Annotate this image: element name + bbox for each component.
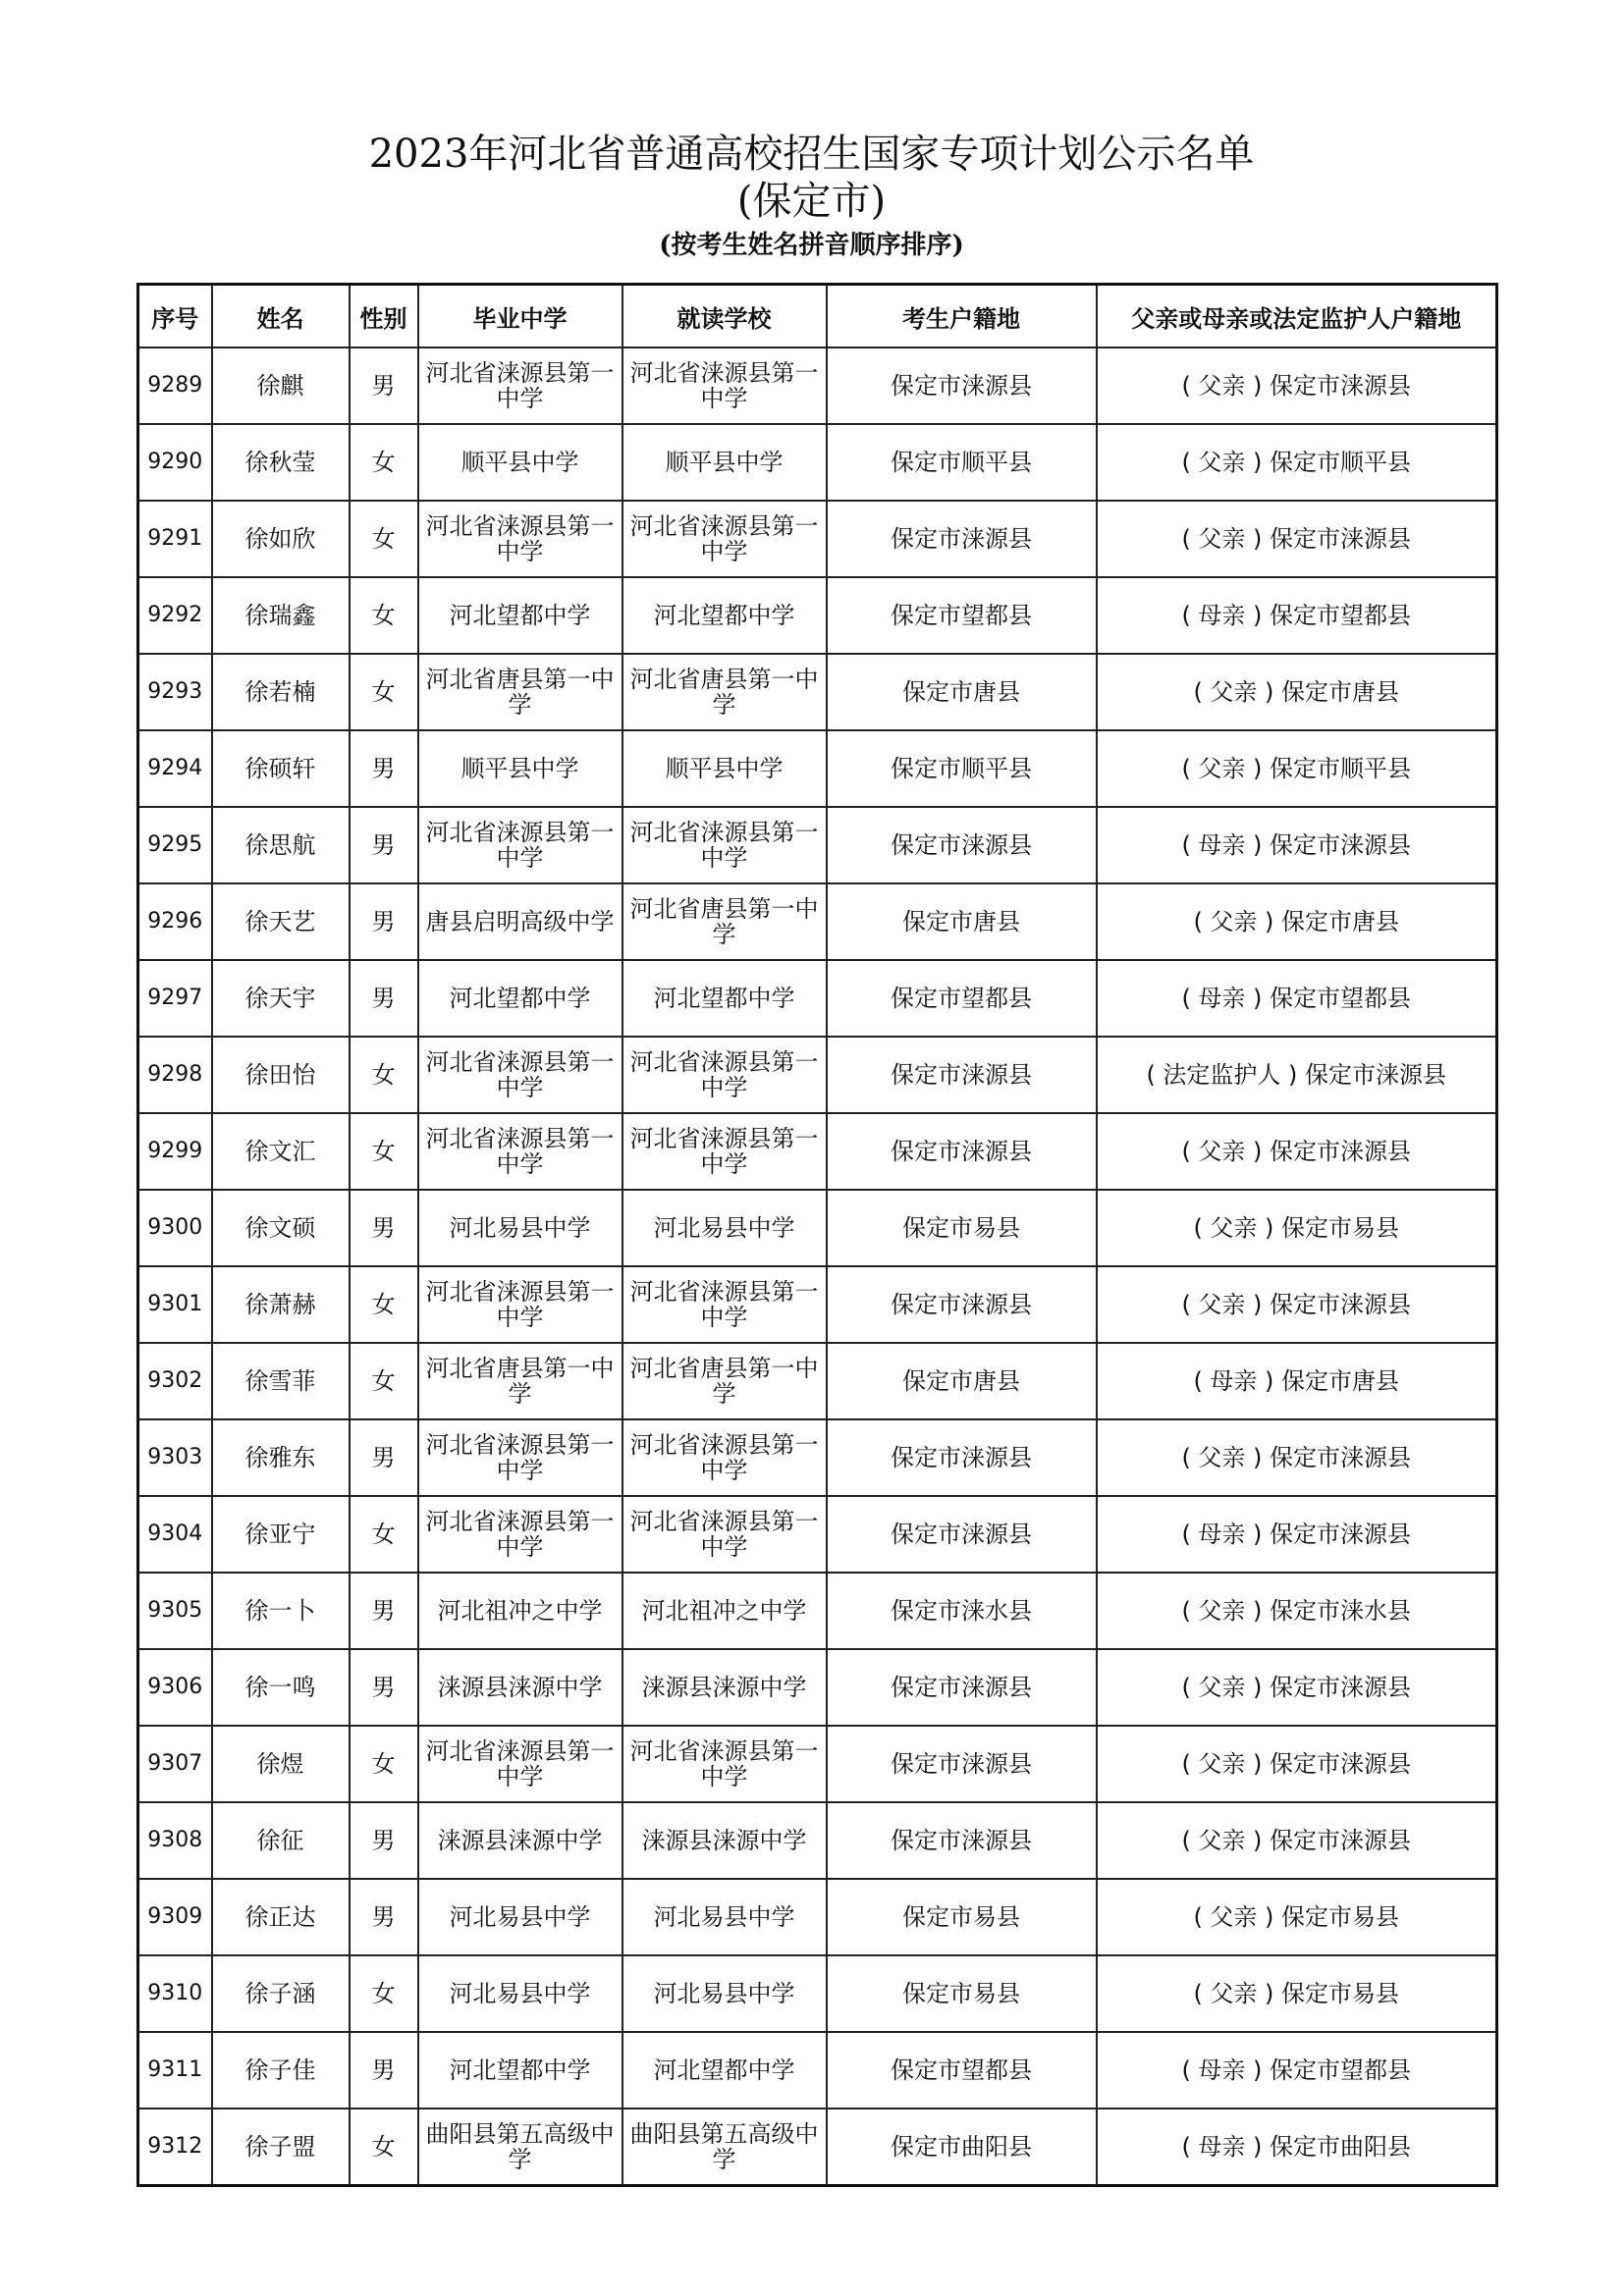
cell-graduation-school: 河北省涞源县第一中学 [418,1419,622,1496]
cell-index: 9293 [138,654,212,730]
cell-gender: 女 [350,424,418,501]
cell-current-school: 河北望都中学 [622,2032,827,2109]
cell-name: 徐如欣 [212,501,350,577]
cell-graduation-school: 涞源县涞源中学 [418,1802,622,1879]
cell-index: 9312 [138,2109,212,2186]
cell-student-hukou: 保定市涞源县 [827,1037,1097,1113]
table-row [138,1573,1497,1649]
cell-index: 9303 [138,1419,212,1496]
table-row [138,1955,1497,2032]
cell-graduation-school: 河北祖冲之中学 [418,1573,622,1649]
cell-index: 9298 [138,1037,212,1113]
cell-gender: 男 [350,807,418,883]
cell-student-hukou: 保定市涞源县 [827,501,1097,577]
cell-name: 徐瑞鑫 [212,577,350,654]
cell-graduation-school: 河北省唐县第一中学 [418,1343,622,1419]
cell-index: 9300 [138,1190,212,1266]
cell-gender: 男 [350,2032,418,2109]
table-row [138,1649,1497,1726]
table-row [138,807,1497,883]
header-gender: 性别 [350,285,418,348]
cell-index: 9307 [138,1726,212,1802]
cell-gender: 女 [350,1266,418,1343]
cell-guardian-hukou: ( 父亲 ) 保定市涞源县 [1097,1419,1497,1496]
cell-graduation-school: 曲阳县第五高级中学 [418,2109,622,2186]
cell-current-school: 河北易县中学 [622,1879,827,1955]
cell-graduation-school: 唐县启明高级中学 [418,883,622,960]
cell-guardian-hukou: ( 母亲 ) 保定市曲阳县 [1097,2109,1497,2186]
cell-name: 徐亚宁 [212,1496,350,1573]
cell-gender: 女 [350,577,418,654]
cell-name: 徐子盟 [212,2109,350,2186]
cell-current-school: 河北省涞源县第一中学 [622,501,827,577]
cell-name: 徐思航 [212,807,350,883]
header-name: 姓名 [212,285,350,348]
cell-graduation-school: 河北易县中学 [418,1190,622,1266]
cell-current-school: 河北望都中学 [622,960,827,1037]
cell-student-hukou: 保定市唐县 [827,883,1097,960]
cell-name: 徐文汇 [212,1113,350,1190]
cell-guardian-hukou: ( 母亲 ) 保定市唐县 [1097,1343,1497,1419]
table-row [138,1802,1497,1879]
cell-guardian-hukou: ( 父亲 ) 保定市涞水县 [1097,1573,1497,1649]
cell-index: 9291 [138,501,212,577]
document-title: 2023年河北省普通高校招生国家专项计划公示名单 [368,132,1255,177]
cell-current-school: 河北省涞源县第一中学 [622,1726,827,1802]
cell-student-hukou: 保定市望都县 [827,960,1097,1037]
cell-graduation-school: 河北省涞源县第一中学 [418,1266,622,1343]
cell-guardian-hukou: ( 父亲 ) 保定市易县 [1097,1955,1497,2032]
cell-graduation-school: 河北省涞源县第一中学 [418,1726,622,1802]
cell-guardian-hukou: ( 父亲 ) 保定市涞源县 [1097,1726,1497,1802]
cell-current-school: 河北省涞源县第一中学 [622,807,827,883]
cell-name: 徐麒 [212,347,350,424]
header-index: 序号 [138,285,212,348]
cell-current-school: 河北省涞源县第一中学 [622,347,827,424]
cell-student-hukou: 保定市易县 [827,1955,1097,2032]
cell-guardian-hukou: ( 母亲 ) 保定市望都县 [1097,2032,1497,2109]
cell-gender: 男 [350,883,418,960]
cell-current-school: 河北省涞源县第一中学 [622,1266,827,1343]
cell-gender: 女 [350,1343,418,1419]
cell-guardian-hukou: ( 父亲 ) 保定市涞源县 [1097,1802,1497,1879]
cell-gender: 男 [350,1802,418,1879]
cell-index: 9302 [138,1343,212,1419]
cell-index: 9309 [138,1879,212,1955]
cell-student-hukou: 保定市涞源县 [827,1419,1097,1496]
table-row [138,1726,1497,1802]
cell-index: 9304 [138,1496,212,1573]
cell-student-hukou: 保定市涞源县 [827,347,1097,424]
cell-student-hukou: 保定市涞源县 [827,1113,1097,1190]
cell-gender: 女 [350,1726,418,1802]
cell-name: 徐天艺 [212,883,350,960]
table-row [138,654,1497,730]
cell-index: 9299 [138,1113,212,1190]
cell-guardian-hukou: ( 父亲 ) 保定市易县 [1097,1879,1497,1955]
table-row [138,883,1497,960]
cell-gender: 女 [350,1113,418,1190]
cell-guardian-hukou: ( 母亲 ) 保定市涞源县 [1097,1496,1497,1573]
table-row [138,1343,1497,1419]
cell-graduation-school: 顺平县中学 [418,730,622,807]
cell-graduation-school: 河北易县中学 [418,1879,622,1955]
table-row [138,730,1497,807]
table-row [138,1419,1497,1496]
roster-table [136,283,1498,2187]
cell-gender: 男 [350,1573,418,1649]
cell-gender: 女 [350,501,418,577]
table-row [138,1037,1497,1113]
cell-current-school: 涞源县涞源中学 [622,1649,827,1726]
cell-gender: 女 [350,1037,418,1113]
cell-gender: 男 [350,1649,418,1726]
cell-name: 徐子佳 [212,2032,350,2109]
table-row [138,1266,1497,1343]
table-row [138,1190,1497,1266]
header-student-hukou: 考生户籍地 [827,285,1097,348]
cell-current-school: 顺平县中学 [622,424,827,501]
cell-name: 徐若楠 [212,654,350,730]
cell-current-school: 河北省唐县第一中学 [622,1343,827,1419]
cell-student-hukou: 保定市涞源县 [827,1726,1097,1802]
cell-guardian-hukou: ( 父亲 ) 保定市涞源县 [1097,347,1497,424]
cell-student-hukou: 保定市望都县 [827,2032,1097,2109]
cell-graduation-school: 河北易县中学 [418,1955,622,2032]
table-row [138,960,1497,1037]
cell-gender: 男 [350,1190,418,1266]
cell-name: 徐一卜 [212,1573,350,1649]
cell-current-school: 河北易县中学 [622,1955,827,2032]
cell-index: 9305 [138,1573,212,1649]
cell-name: 徐征 [212,1802,350,1879]
cell-name: 徐雅东 [212,1419,350,1496]
cell-name: 徐煜 [212,1726,350,1802]
cell-current-school: 河北望都中学 [622,577,827,654]
cell-name: 徐子涵 [212,1955,350,2032]
cell-guardian-hukou: ( 父亲 ) 保定市涞源县 [1097,1649,1497,1726]
cell-graduation-school: 涞源县涞源中学 [418,1649,622,1726]
cell-index: 9295 [138,807,212,883]
cell-name: 徐文硕 [212,1190,350,1266]
cell-current-school: 河北省涞源县第一中学 [622,1113,827,1190]
cell-student-hukou: 保定市顺平县 [827,424,1097,501]
table-row [138,2032,1497,2109]
cell-index: 9311 [138,2032,212,2109]
cell-guardian-hukou: ( 父亲 ) 保定市易县 [1097,1190,1497,1266]
cell-student-hukou: 保定市涞源县 [827,807,1097,883]
cell-current-school: 河北省涞源县第一中学 [622,1419,827,1496]
cell-graduation-school: 河北省涞源县第一中学 [418,501,622,577]
cell-index: 9290 [138,424,212,501]
cell-current-school: 河北祖冲之中学 [622,1573,827,1649]
table-header-row [138,285,1497,348]
cell-gender: 男 [350,1879,418,1955]
cell-index: 9308 [138,1802,212,1879]
cell-index: 9301 [138,1266,212,1343]
cell-gender: 男 [350,1419,418,1496]
cell-index: 9289 [138,347,212,424]
table-row [138,1496,1497,1573]
cell-current-school: 涞源县涞源中学 [622,1802,827,1879]
cell-student-hukou: 保定市涞源县 [827,1649,1097,1726]
cell-current-school: 河北省涞源县第一中学 [622,1037,827,1113]
table-row [138,1113,1497,1190]
cell-current-school: 河北省唐县第一中学 [622,883,827,960]
cell-current-school: 曲阳县第五高级中学 [622,2109,827,2186]
cell-graduation-school: 河北省涞源县第一中学 [418,1113,622,1190]
cell-student-hukou: 保定市易县 [827,1879,1097,1955]
cell-graduation-school: 顺平县中学 [418,424,622,501]
sort-note: (按考生姓名拼音顺序排序) [659,231,964,260]
cell-index: 9296 [138,883,212,960]
table-row [138,424,1497,501]
cell-guardian-hukou: ( 父亲 ) 保定市涞源县 [1097,501,1497,577]
cell-name: 徐雪菲 [212,1343,350,1419]
cell-graduation-school: 河北省涞源县第一中学 [418,347,622,424]
cell-graduation-school: 河北望都中学 [418,577,622,654]
cell-guardian-hukou: ( 父亲 ) 保定市唐县 [1097,654,1497,730]
cell-name: 徐硕轩 [212,730,350,807]
cell-graduation-school: 河北望都中学 [418,960,622,1037]
cell-current-school: 河北易县中学 [622,1190,827,1266]
cell-guardian-hukou: ( 父亲 ) 保定市唐县 [1097,883,1497,960]
cell-gender: 女 [350,654,418,730]
cell-guardian-hukou: ( 父亲 ) 保定市涞源县 [1097,1266,1497,1343]
cell-graduation-school: 河北省涞源县第一中学 [418,807,622,883]
cell-graduation-school: 河北省涞源县第一中学 [418,1496,622,1573]
cell-index: 9306 [138,1649,212,1726]
cell-gender: 女 [350,1496,418,1573]
cell-index: 9297 [138,960,212,1037]
cell-gender: 男 [350,347,418,424]
cell-current-school: 河北省唐县第一中学 [622,654,827,730]
cell-student-hukou: 保定市顺平县 [827,730,1097,807]
cell-name: 徐天宇 [212,960,350,1037]
cell-student-hukou: 保定市涞源县 [827,1266,1097,1343]
cell-student-hukou: 保定市唐县 [827,654,1097,730]
table-row [138,2109,1497,2186]
cell-student-hukou: 保定市望都县 [827,577,1097,654]
cell-name: 徐正达 [212,1879,350,1955]
cell-index: 9294 [138,730,212,807]
cell-current-school: 顺平县中学 [622,730,827,807]
cell-student-hukou: 保定市涞水县 [827,1573,1097,1649]
cell-student-hukou: 保定市涞源县 [827,1802,1097,1879]
cell-index: 9292 [138,577,212,654]
cell-guardian-hukou: ( 母亲 ) 保定市望都县 [1097,577,1497,654]
cell-guardian-hukou: ( 母亲 ) 保定市望都县 [1097,960,1497,1037]
cell-graduation-school: 河北望都中学 [418,2032,622,2109]
cell-name: 徐田怡 [212,1037,350,1113]
cell-name: 徐一鸣 [212,1649,350,1726]
header-current-school: 就读学校 [622,285,827,348]
cell-index: 9310 [138,1955,212,2032]
cell-gender: 男 [350,730,418,807]
cell-gender: 女 [350,2109,418,2186]
cell-graduation-school: 河北省涞源县第一中学 [418,1037,622,1113]
cell-guardian-hukou: ( 父亲 ) 保定市顺平县 [1097,424,1497,501]
cell-name: 徐秋莹 [212,424,350,501]
header-guardian-hukou: 父亲或母亲或法定监护人户籍地 [1097,285,1497,348]
table-row [138,501,1497,577]
cell-guardian-hukou: ( 父亲 ) 保定市顺平县 [1097,730,1497,807]
cell-name: 徐萧赫 [212,1266,350,1343]
cell-graduation-school: 河北省唐县第一中学 [418,654,622,730]
table-row [138,1879,1497,1955]
cell-student-hukou: 保定市涞源县 [827,1496,1097,1573]
cell-gender: 男 [350,960,418,1037]
cell-gender: 女 [350,1955,418,2032]
table-row [138,347,1497,424]
cell-current-school: 河北省涞源县第一中学 [622,1496,827,1573]
cell-guardian-hukou: ( 父亲 ) 保定市涞源县 [1097,1113,1497,1190]
cell-guardian-hukou: ( 母亲 ) 保定市涞源县 [1097,807,1497,883]
header-graduation-school: 毕业中学 [418,285,622,348]
cell-student-hukou: 保定市易县 [827,1190,1097,1266]
table-row [138,577,1497,654]
cell-guardian-hukou: ( 法定监护人 ) 保定市涞源县 [1097,1037,1497,1113]
cell-student-hukou: 保定市曲阳县 [827,2109,1097,2186]
cell-student-hukou: 保定市唐县 [827,1343,1097,1419]
document-subtitle: (保定市) [736,179,887,224]
